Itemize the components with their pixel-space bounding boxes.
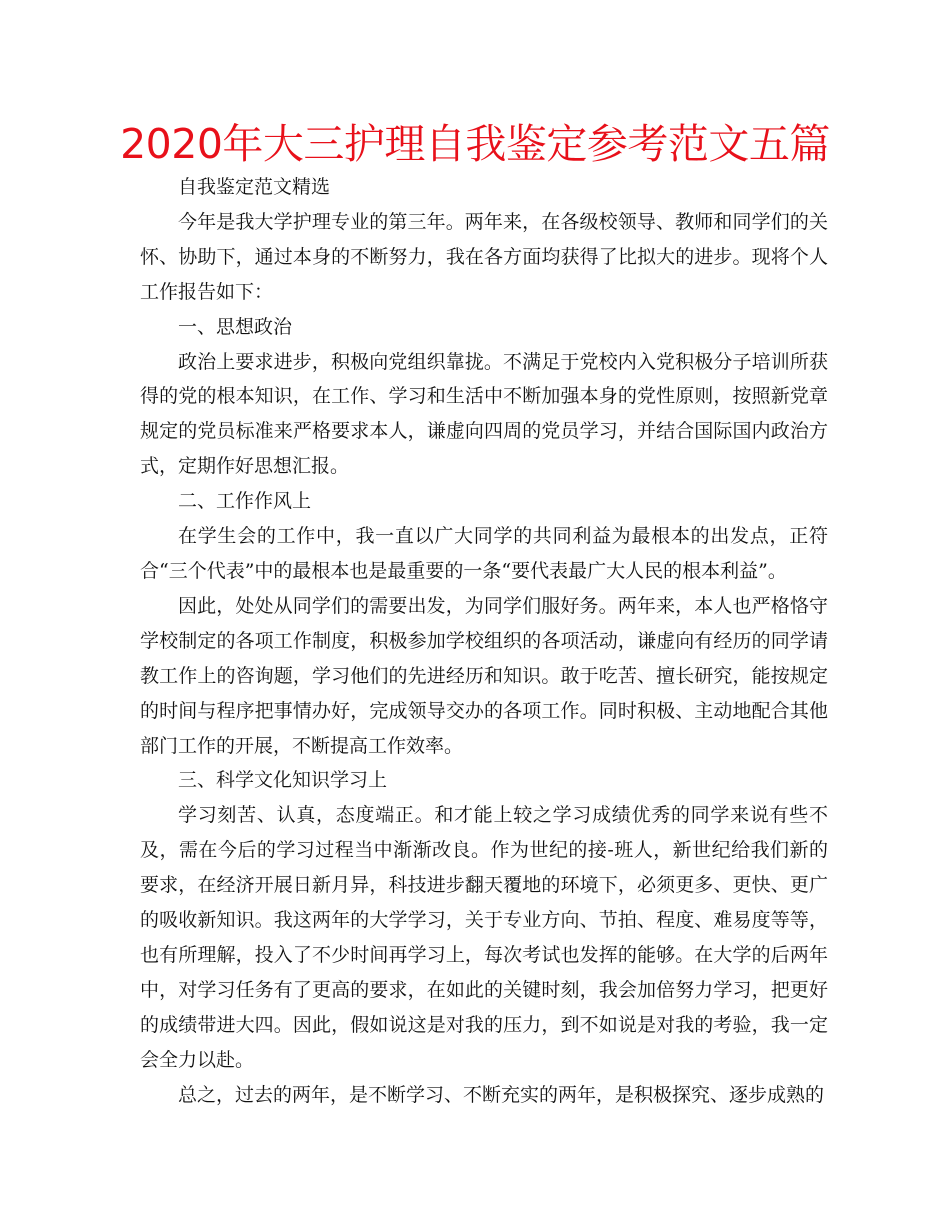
section-heading-work-style: 二、工作作风上 [178, 490, 312, 513]
section-heading-politics: 一、思想政治 [178, 315, 293, 338]
paragraph-subtitle: 自我鉴定范文精选 [178, 176, 331, 198]
section-heading-study: 三、科学文化知识学习上 [178, 769, 388, 792]
paragraph-student-union: 在学生会的工作中，我一直以广大同学的共同利益为最根本的出发点，正符合“三个代表”中的最根本也是最重要的一条“要代表最广大人民的根本利益”。 [140, 525, 828, 582]
paragraph-intro: 今年是我大学护理专业的第三年。两年来，在各级校领导、教师和同学们的关怀、协助下，通过本身的不断努力，我在各方面均获得了比拟大的进步。现将个人工作报告如下： [140, 210, 828, 303]
paragraph-service: 因此，处处从同学们的需要出发，为同学们服好务。两年来，本人也严格恪守学校制定的各项工作制度，积极参加学校组织的各项活动，谦虚向有经历的同学请教工作上的咨询题，学习他们的先进经历和知识。敢于吃苦、擅长研究，能按规定的时间与程序把事情办好，完成领导交办的各项工作。同时积极、主动地配合其他部门工作的开展，不断提高工作效率。 [140, 594, 828, 757]
paragraph-politics: 政治上要求进步，积极向党组织靠拢。不满足于党校内入党积极分子培训所获得的党的根本知识，在工作、学习和生活中不断加强本身的党性原则，按照新党章规定的党员标准来严格要求本人，谦虚向四周的党员学习，并结合国际国内政治方式，定期作好思想汇报。 [140, 350, 828, 478]
paragraph-study: 学习刻苦、认真，态度端正。和才能上较之学习成绩优秀的同学来说有些不及，需在今后的学习过程当中渐渐改良。作为世纪的接-班人，新世纪给我们新的要求，在经济开展日新月异，科技进步翻天覆地的环境下，必须更多、更快、更广的吸收新知识。我这两年的大学学习，关于专业方向、节拍、程度、难易度等等，也有所理解，投入了不少时间再学习上，每次考试也发挥的能够。在大学的后两年中，对学习任务有了更高的要求，在如此的关键时刻，我会加倍努力学习，把更好的成绩带进大四。因此，假如说这是对我的压力，到不如说是对我的考验，我一定会全力以赴。 [140, 804, 828, 1071]
document-body [140, 170, 828, 1112]
paragraph-summary: 总之，过去的两年，是不断学习、不断充实的两年，是积极探究、逐步成熟的 [178, 1083, 825, 1106]
document-title: 2020年大三护理自我鉴定参考范文五篇 [120, 120, 830, 168]
